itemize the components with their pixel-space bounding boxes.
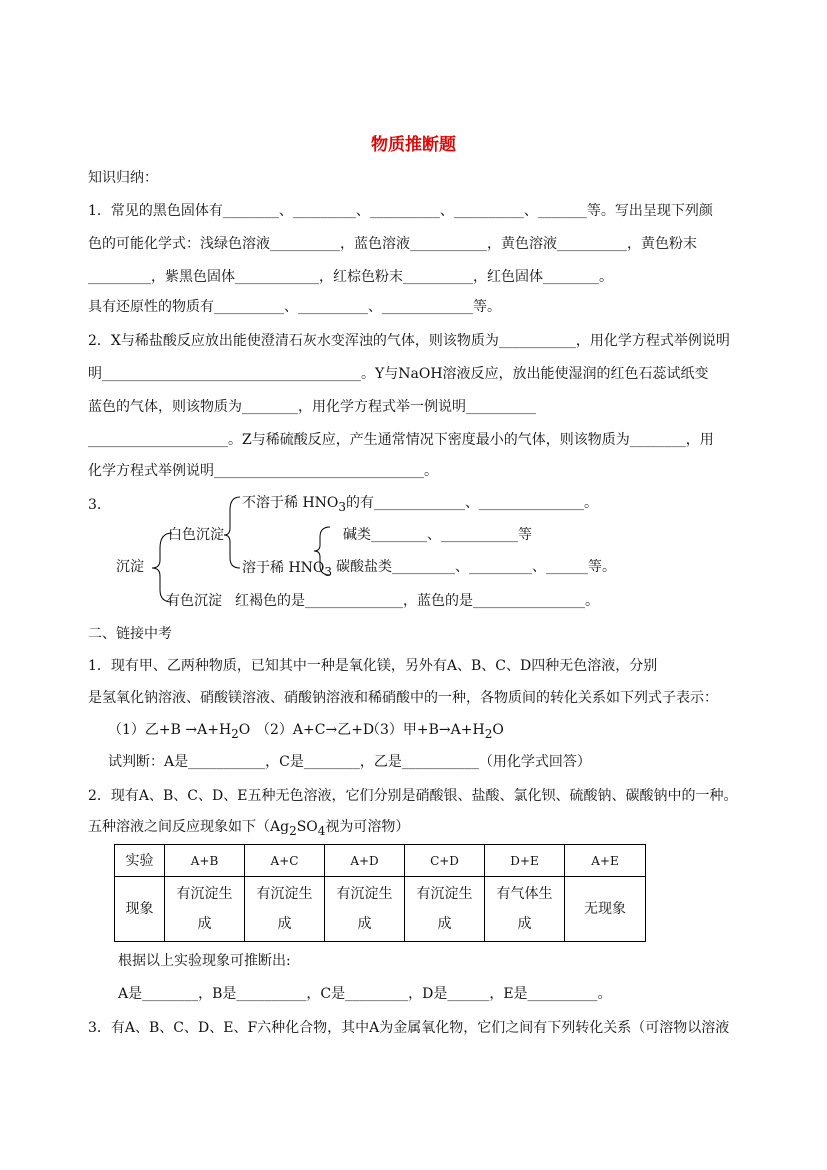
reaction-3-tail: O <box>492 722 504 738</box>
question-1-line-4: 具有还原性的物质有__________、__________、_____________等。 <box>88 299 501 315</box>
problem-2-line-2 <box>88 817 409 841</box>
question-1-line-2: 色的可能化学式：浅绿色溶液__________，蓝色溶液___________，黄色溶液__________，黄色粉末 <box>88 236 697 252</box>
table-header-cell: A+B <box>165 845 245 877</box>
insoluble-label: 不溶于稀 HNO <box>242 495 339 511</box>
table-header-cell: A+E <box>565 845 646 877</box>
soluble-label: 溶于稀 HNO <box>242 560 325 576</box>
cell-line: 有沉淀生 <box>256 886 313 902</box>
soluble-in-nitric-acid <box>242 558 332 582</box>
table-cell <box>485 877 565 942</box>
problem-2-line-2-pre: 五种溶液之间反应现象如下（Ag <box>88 819 290 835</box>
problem-2-infer: 根据以上实验现象可推断出: <box>118 953 291 969</box>
problem-1-line-1: 1．现有甲、乙两种物质，已知其中一种是氧化镁，另外有A、B、C、D四种无色溶液，分别 <box>88 658 658 674</box>
cell-line: 有沉淀生 <box>416 886 473 902</box>
reaction-2: （2）A+C→乙+D <box>256 722 375 738</box>
reaction-1-subscript: 2 <box>231 726 239 741</box>
cell-line: 成 <box>517 916 532 932</box>
reaction-3 <box>366 720 504 744</box>
reaction-1-text: （1）乙+B →A+H <box>108 722 232 738</box>
reaction-3-subscript: 2 <box>484 726 493 741</box>
sulfate-subscript: 4 <box>317 823 326 838</box>
section-heading-knowledge: 知识归纳： <box>88 170 158 186</box>
cell-line: 成 <box>197 916 212 932</box>
red-brown-line: 红褐色的是______________，蓝色的是________________。 <box>235 593 599 609</box>
table-cell <box>565 877 646 942</box>
cell-line: 有气体生 <box>496 886 553 902</box>
cell-line: 成 <box>357 916 372 932</box>
problem-3-line-1: 3．有A、B、C、D、E、F六种化合物，其中A为金属氧化物，它们之间有下列转化关系（可溶物以溶液 <box>88 1020 730 1036</box>
silver-subscript: 2 <box>289 823 297 838</box>
table-cell <box>405 877 485 942</box>
table-cell <box>325 877 405 942</box>
alkali-line: 碱类________、___________等 <box>343 527 532 543</box>
reaction-1 <box>108 720 250 744</box>
insoluble-subscript: 3 <box>338 499 347 514</box>
precipitate-label: 沉淀 <box>116 559 144 575</box>
problem-2-answer-line: A是________，B是__________，C是_________，D是______，E是__________。 <box>118 986 612 1002</box>
insoluble-blanks: 的有_____________、_______________。 <box>346 495 599 511</box>
question-3-number: 3． <box>88 497 111 513</box>
question-1-line-3: _________，紫黑色固体____________，红棕色粉末__________，红色固体________。 <box>88 269 613 285</box>
table-header-cell: A+D <box>325 845 405 877</box>
carbonate-line: 碳酸盐类_________、_________、______等。 <box>336 559 616 575</box>
sulfate-text: SO <box>296 819 318 835</box>
table-header-row <box>115 845 646 877</box>
problem-1-line-2: 是氢氧化钠溶液、硝酸镁溶液、硝酸钠溶液和稀硝酸中的一种，各物质间的转化关系如下列式子表示： <box>88 690 718 706</box>
table-header-cell: 实验 <box>115 845 165 877</box>
question-1-line-1: 1．常见的黑色固体有________、_________、__________、__________、_______等。写出呈现下列颜 <box>88 203 713 219</box>
white-precipitate-label: 白色沉淀 <box>168 527 224 543</box>
reaction-3-text: （3）甲+B→A+H <box>366 722 485 738</box>
section-heading-exam: 二、链接中考 <box>88 626 172 642</box>
problem-1-answer-line: 试判断：A是___________，C是________，乙是___________（用化学式回答） <box>108 754 591 770</box>
cell-line: 成 <box>437 916 452 932</box>
table-row <box>115 877 646 942</box>
cell-line: 有沉淀生 <box>336 886 393 902</box>
cell-line: 无现象 <box>584 901 626 917</box>
insoluble-in-nitric-acid <box>242 493 598 517</box>
question-2-line-4: ____________________。Z与稀硫酸反应，产生通常情况下密度最小的气体，则该物质为________，用 <box>88 432 714 448</box>
cell-line: 成 <box>277 916 292 932</box>
table-cell <box>245 877 325 942</box>
table-header-cell: A+C <box>245 845 325 877</box>
table-row-label: 现象 <box>115 877 165 942</box>
soluble-subscript: 3 <box>324 564 333 579</box>
experiment-table <box>114 844 646 942</box>
page-title: 物质推断题 <box>371 135 456 155</box>
problem-2-line-1: 2．现有A、B、C、D、E五种无色溶液，它们分别是硝酸银、盐酸、氯化钡、硫酸钠、碳酸钠中的一种。 <box>88 788 738 804</box>
question-2-line-2: 明_____________________________________。Y与NaOH溶液反应，放出能使湿润的红色石蕊试纸变 <box>88 366 709 382</box>
colored-precipitate-label: 有色沉淀 <box>166 593 222 609</box>
table-header-cell: C+D <box>405 845 485 877</box>
problem-2-line-2-post: 视为可溶物） <box>325 819 410 835</box>
question-2-line-5: 化学方程式举例说明______________________________。 <box>88 463 438 479</box>
table-cell <box>165 877 245 942</box>
question-2-line-3: 蓝色的气体，则该物质为________，用化学方程式举一例说明__________ <box>88 399 536 415</box>
brace-white-precipitate <box>224 497 240 568</box>
table-header-cell: D+E <box>485 845 565 877</box>
reaction-1-tail: O <box>238 722 251 738</box>
question-2-line-1: 2．X与稀盐酸反应放出能使澄清石灰水变浑浊的气体，则该物质为___________，用化学方程式举例说明 <box>88 333 730 349</box>
cell-line: 有沉淀生 <box>176 886 233 902</box>
